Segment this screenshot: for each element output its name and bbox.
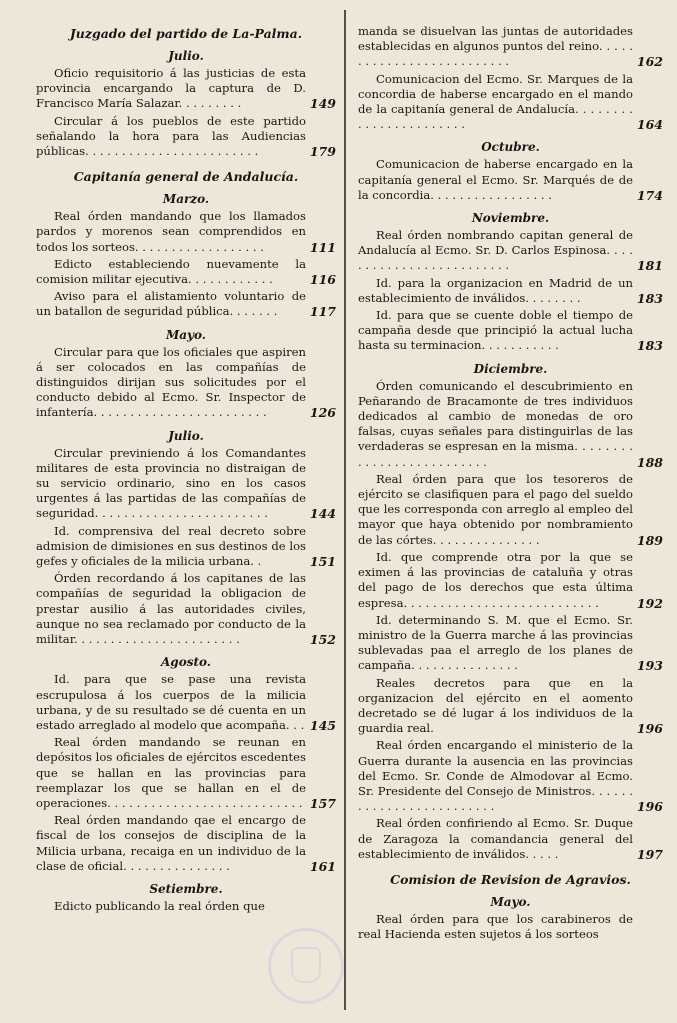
index-entry [358,308,663,354]
entry-text: Real órden mandando que los llamados pardos y morenos sean comprendidos en todos los sorteos. . . . . . . . . . . . . . . . . . [36,209,306,254]
page-number: 192 [636,595,663,611]
entry-text: Id. que comprende otra por la que se eximen á las provincias de cataluña y otras del pago de los derechos que esta última espresa. . . . . . . . . . . . . . . . . . . . . . . . . . . [358,549,633,610]
entry-text: Órden comunicando el descubrimiento en Peñarando de Bracamonte de tres individuos dedicados al cambio de monedas de oro falsas, cuyas señales para distinguirlas de las verdaderas se espresan en la misma. . . . . . . . . . . . . . . . . . . . . . . . . . [358,378,633,469]
index-entry [36,345,336,421]
index-entry [36,813,336,874]
page-number: 188 [636,454,663,470]
index-entry [358,912,663,942]
index-entry [36,524,336,570]
entry-text: Circular á los pueblos de este partido señalando la hora para las Audiencias públicas. . . . . . . . . . . . . . . . . . . . . . . . [36,113,306,159]
entry-text: Id. comprensiva del real decreto sobre admision de dimisiones en sus destinos de los gefes y oficiales de la milicia urbana. . [36,523,306,569]
left-sections-a [36,49,336,159]
month-heading: Julio. [168,428,204,443]
index-entry [358,379,663,470]
index-entry [358,550,663,611]
left-sections-b [36,192,336,914]
page-number: 179 [309,144,336,160]
month-heading: Julio. [168,49,204,63]
index-entry [358,157,663,203]
entry-text: Edicto publicando la real órden que [54,898,265,913]
index-entry [36,114,336,160]
month-heading: Marzo. [162,192,210,207]
entry-text: Órden recordando á los capitanes de las compañías de seguridad la obligacion de prestar ausilio á las autoridades civiles, aunque no sea reclamado por conducto de la militar. . . . . . . . . . . . . . . . . . . . . . . [36,571,306,647]
entry-text: Real órden confiriendo al Ecmo. Sr. Duque de Zaragoza la comandancia general del establecimiento de inválidos. . . . . [358,816,633,861]
entry-text: Real órden para que los carabineros de real Hacienda esten sujetos á los sorteos [358,911,633,942]
library-stamp-watermark [268,928,344,1004]
entry-text: Edicto estableciendo nuevamente la comision militar ejecutiva. . . . . . . . . . . . [36,256,306,287]
page-number: 126 [309,405,336,421]
page-number: 196 [636,799,663,815]
month-heading: Diciembre. [473,361,548,376]
entry-text: Real órden mandando se reunan en depósitos los oficiales de ejércitos escedentes que se hallan en las provincias para reemplazar los que se hallan en el de operaciones. . . . . . . . . . . . . . . . . . . . . . . . . . . [36,735,306,810]
index-entry [358,276,663,306]
page-number: 174 [636,187,663,203]
right-sections-b [358,895,663,942]
page-number: 116 [309,272,336,288]
entry-text: Comunicacion del Ecmo. Sr. Marques de la concordia de haberse encargado en el mando de la capitanía general de Andalucía. . . . . . . . . . . . . . . . . . . . . . . [358,71,633,132]
index-entry [358,613,663,674]
page-number: 162 [636,54,663,70]
index-entry [358,24,663,70]
page-number: 181 [636,258,663,274]
page-number: 151 [309,554,336,570]
page-number: 111 [309,239,336,255]
entry-text: Real órden mandando qae el encargo de fiscal de los consejos de disciplina de la Milicia urbana, recaiga en un individuo de la clase de oficial. . . . . . . . . . . . . . . [36,813,306,873]
entry-text: Real órden nombrando capitan general de Andalucía al Ecmo. Sr. D. Carlos Espinosa. . . . . . . . . . . . . . . . . . . . . . . . . [358,228,633,273]
index-entry [36,735,336,811]
section-heading: Capitanía general de Andalucía. [73,169,299,185]
left-column [36,22,336,916]
page-number: 197 [636,846,663,862]
page-number: 189 [636,532,663,548]
month-heading: Octubre. [481,140,540,155]
index-entry [36,899,336,914]
page-number: 164 [636,117,663,133]
page-number: 144 [309,506,336,522]
page-number: 149 [309,96,336,112]
index-entry [358,676,663,737]
index-entry [358,738,663,814]
index-entry [358,72,663,133]
entry-text: Id. para la organizacion en Madrid de un establecimiento de inválidos. . . . . . . . [358,275,633,305]
index-entry [36,571,336,647]
page-number: 152 [309,632,336,648]
page-number: 183 [636,338,663,354]
right-sections-a [358,140,663,862]
entry-text: Comunicacion de haberse encargado en la capitanía general el Ecmo. Sr. Marqués de de la concordia. . . . . . . . . . . . . . . . . [358,157,633,202]
index-entry [36,66,336,112]
index-entry [36,672,336,733]
entry-text: Circular para que los oficiales que aspiren á ser colocados en las compañías de distinguidos dirijan sus solicitudes por el conducto debido al Ecmo. Sr. Inspector de infantería. . . . . . . . . . . . . . . . . . . . . . . . [36,344,306,420]
month-heading: Mayo. [490,894,531,909]
index-entry [358,228,663,274]
month-heading: Agosto. [161,655,211,670]
entry-text: Reales decretos para que en la organizacion del ejército en el aomento decretado se dé lugar á los individuos de la guardia real. [358,675,633,736]
entry-text: Circular previniendo á los Comandantes militares de esta provincia no distraigan de su servicio ordinario, sino en los casos urgentes á las partidas de las compañías de seguridad. . . . . . . . . . . . . . . . . . . . . . . . [36,445,306,521]
right-column [358,26,663,944]
section-heading: Juzgado del partido de La-Palma. [69,26,303,41]
page-number: 193 [636,658,663,674]
entry-text: Id. para que se pase una revista escrupulosa á los cuerpos de la milicia urbana, y de su resultado se dé cuenta en un estado arreglado al modelo que acompaña. . . [36,672,306,732]
entry-text: Id. determinando S. M. que el Ecmo. Sr. ministro de la Guerra marche á las provincias sublevadas paa el arreglo de los planes de campaña. . . . . . . . . . . . . . . [358,612,633,673]
page-number: 157 [309,795,336,811]
stamp-shield-icon [291,947,321,983]
entry-text: manda se disuelvan las juntas de autoridades establecidas en algunos puntos del reino. . . . . . . . . . . . . . . . . . . . . . . . . . [358,24,633,69]
entry-text: Aviso para el alistamiento voluntario de un batallon de seguridad pública. . . . . . . [36,289,306,319]
index-entry [358,816,663,862]
index-entry [36,446,336,522]
entry-text: Real órden para que los tesoreros de ejército se clasifiquen para el pago del sueldo que les corresponda con arreglo al empleo del mayor que haya obtenido por nombramiento de las córtes. . . . . . . . . . . . . . . [358,471,633,547]
page-number: 196 [636,721,663,737]
page-number: 145 [309,717,336,733]
entry-text: Oficio requisitorio á las justicias de esta provincia encargando la captura de D. Francisco María Salazar. . . . . . . . . [36,66,306,111]
index-entry [36,257,336,287]
entry-text: Id. para que se cuente doble el tiempo de campaña desde que principió la actual lucha hasta su terminacion. . . . . . . . . . . [358,308,633,353]
page-number: 161 [309,858,336,874]
entry-text: Real órden encargando el ministerio de la Guerra durante la ausencia en las provincias del Ecmo. Sr. Conde de Almodovar al Ecmo. Sr. Presidente del Consejo de Ministros. . . . . . . . . . . . . . . . . . . . . . . . . [358,738,633,814]
index-entry [358,472,663,548]
page-number: 117 [309,304,336,320]
column-divider [344,10,346,1010]
month-heading: Mayo. [165,327,206,342]
index-entry [36,289,336,319]
index-entry [36,209,336,255]
section-heading: Comision de Revision de Agravios. [390,871,631,887]
page-number: 183 [636,290,663,306]
month-heading: Setiembre. [149,881,223,896]
month-heading: Noviembre. [471,211,550,226]
